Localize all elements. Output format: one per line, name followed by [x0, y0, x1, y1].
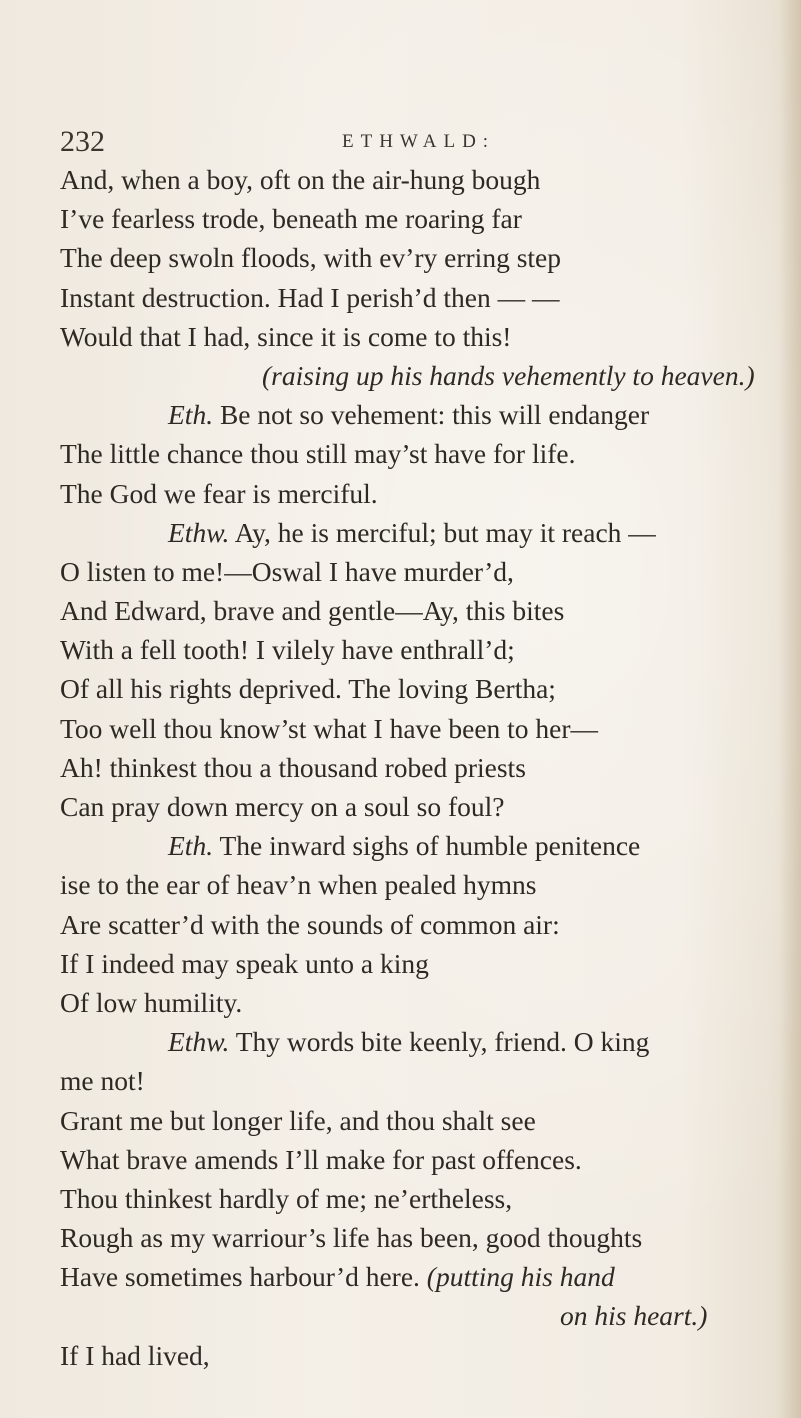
verse-line: I’ve fearless trode, beneath me roaring far	[60, 203, 522, 235]
verse-line: Can pray down mercy on a soul so foul?	[60, 791, 505, 822]
stage-direction: on his heart.)	[560, 1300, 708, 1332]
verse-line: Grant me but longer life, and thou shalt see	[60, 1104, 536, 1136]
page-edge-shadow	[779, 0, 801, 1418]
verse-line: Instant destruction. Had I perish’d then — —	[60, 281, 560, 313]
verse-line: Are scatter’d with the sounds of common air:	[60, 908, 560, 940]
speaker-name: Eth.	[168, 399, 214, 431]
verse-line: The deep swoln floods, with ev’ry erring step	[60, 242, 561, 274]
verse-line: The little chance thou still may’st have for life.	[60, 438, 576, 470]
verse-line: me not!	[60, 1065, 145, 1097]
verse-line: ise to the ear of heav’n when pealed hymns	[60, 869, 537, 901]
page-number: 232	[60, 125, 105, 158]
verse-line: Rough as my warriour’s life has been, good thoughts	[60, 1222, 643, 1254]
speaker-name: Eth.	[168, 830, 214, 862]
verse-line: Ah! thinkest thou a thousand robed priests	[60, 751, 526, 783]
speech-line: Ethw. Thy words bite keenly, friend. O king	[168, 1026, 650, 1058]
verse-line: O listen to me!—Oswal I have murder’d,	[60, 555, 514, 587]
verse-line: If I indeed may speak unto a king	[60, 947, 429, 979]
speech-line: Ethw. Ay, he is merciful; but may it reach —	[168, 516, 656, 548]
speech-line: Eth. Be not so vehement: this will endanger	[168, 399, 650, 431]
speaker-name: Ethw.	[168, 1026, 230, 1058]
verse-line: With a fell tooth! I vilely have enthrall’d;	[60, 634, 515, 666]
verse-line: Of all his rights deprived. The loving Bertha;	[60, 673, 556, 705]
verse-line: If I had lived,	[60, 1339, 210, 1371]
verse-line: Have sometimes harbour’d here. (putting his hand	[60, 1261, 615, 1293]
verse-line: Too well thou know’st what I have been to her—	[60, 712, 599, 744]
verse-line: And, when a boy, oft on the air-hung bough	[60, 164, 541, 195]
verse-line: What brave amends I’ll make for past offences.	[60, 1143, 582, 1175]
page-header	[60, 127, 620, 157]
verse-line: Would that I had, since it is come to this!	[60, 320, 512, 352]
verse-line: And Edward, brave and gentle—Ay, this bites	[60, 595, 565, 627]
running-head: ETHWALD:	[342, 131, 496, 152]
speech-line: Eth. The inward sighs of humble penitence	[168, 830, 641, 862]
verse-line: The God we fear is merciful.	[60, 477, 378, 509]
stage-direction: (raising up his hands vehemently to heaven.)	[262, 359, 755, 391]
verse-line: Of low humility.	[60, 986, 243, 1018]
play-text	[60, 160, 780, 1375]
speaker-name: Ethw.	[168, 516, 230, 548]
verse-line: Thou thinkest hardly of me; ne’ertheless,	[60, 1182, 513, 1214]
stage-direction-inline: (putting his hand	[426, 1261, 615, 1293]
